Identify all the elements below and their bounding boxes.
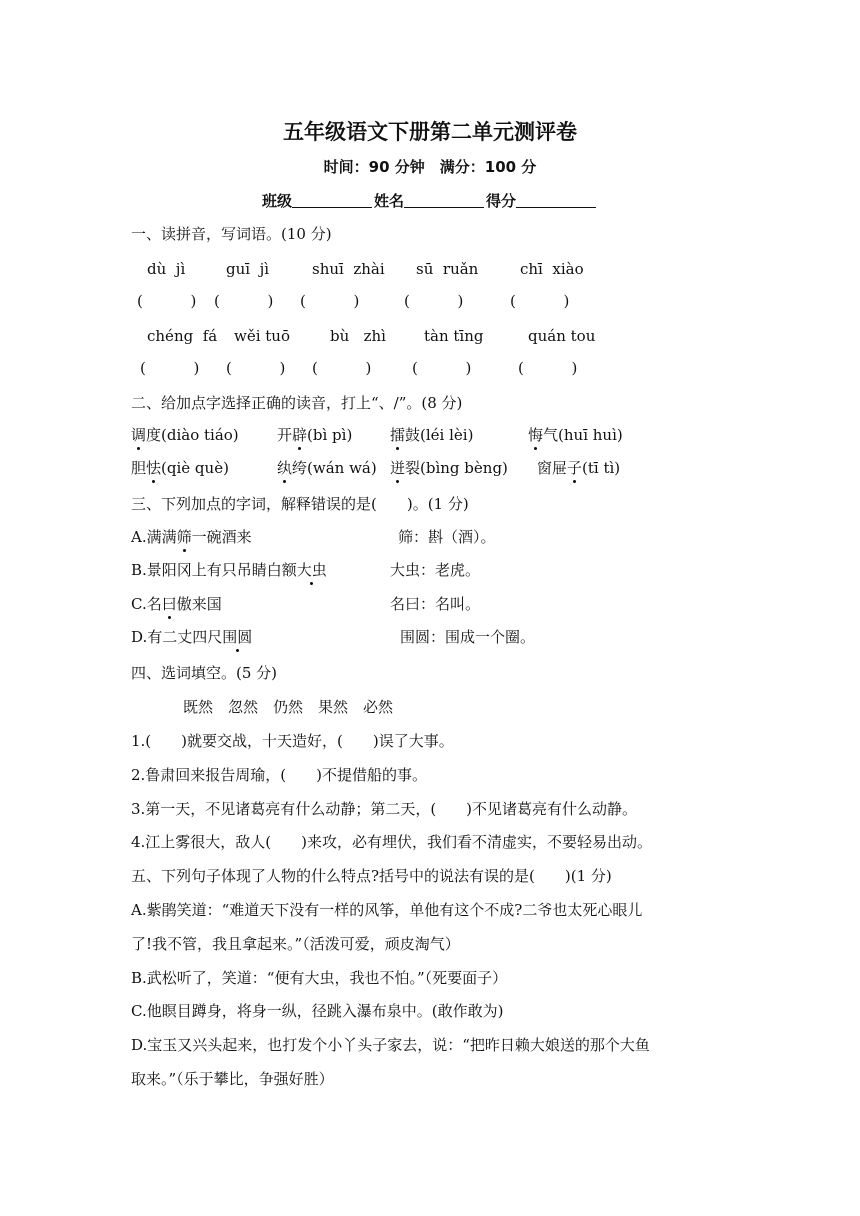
option-c-gloss: 名曰：名叫。 <box>390 595 481 613</box>
pinyin: chéng fá <box>147 327 218 345</box>
dotted-char: 擂 <box>390 426 406 444</box>
exam-title: 五年级语文下册第二单元测评卷 <box>283 120 577 144</box>
reading-item[interactable]: 悔气(huī huì) <box>528 426 623 444</box>
reading-item[interactable]: 调度(diào tiáo) <box>131 426 239 444</box>
fill-item[interactable]: 1.( )就要交战，十天造好，( )误了大事。 <box>131 732 454 750</box>
word-bank: 既然 忽然 仍然 果然 必然 <box>183 698 394 716</box>
section1-heading: 一、读拼音，写词语。(10 分) <box>131 225 332 243</box>
score-label: 得分 <box>486 192 517 210</box>
pinyin: guī jì <box>226 260 270 278</box>
answer-bracket[interactable]: ( ) <box>404 292 464 310</box>
option-a[interactable]: A.满满筛一碗酒来 <box>131 528 252 546</box>
option-d[interactable]: D.有二丈四尺围圆 <box>131 628 253 646</box>
option-b[interactable]: B.景阳冈上有只吊睛白额大虫 <box>131 561 327 579</box>
option-d-gloss: 围圆：围成一个圈。 <box>400 628 536 646</box>
pinyin: sū ruǎn <box>416 260 479 278</box>
answer-bracket[interactable]: ( ) <box>214 292 274 310</box>
pinyin: chī xiào <box>520 260 584 278</box>
answer-bracket[interactable]: ( ) <box>518 359 578 377</box>
reading-item[interactable]: 擂鼓(léi lèi) <box>390 426 474 444</box>
name-blank[interactable] <box>404 192 484 208</box>
class-label: 班级 <box>261 192 292 210</box>
pinyin: bù zhì <box>330 327 386 345</box>
dotted-char: 迸 <box>390 459 406 477</box>
option-line: 取来。”（乐于攀比，争强好胜） <box>131 1070 334 1088</box>
answer-bracket[interactable]: ( ) <box>412 359 472 377</box>
answer-bracket[interactable]: ( ) <box>300 292 360 310</box>
dotted-char: 调 <box>131 426 147 444</box>
section2-heading: 二、给加点字选择正确的读音，打上“、/”。(8 分) <box>131 394 463 412</box>
fill-item[interactable]: 3.第一天，不见诸葛亮有什么动静；第二天，( )不见诸葛亮有什么动静。 <box>131 800 638 818</box>
answer-bracket[interactable]: ( ) <box>312 359 372 377</box>
reading-item[interactable]: 迸裂(bìng bèng) <box>390 459 508 477</box>
dotted-char: 怯 <box>146 459 162 477</box>
dotted-char: 辟 <box>292 426 308 444</box>
reading-item[interactable]: 开辟(bì pì) <box>277 426 353 444</box>
class-blank[interactable] <box>292 192 372 208</box>
answer-bracket[interactable]: ( ) <box>226 359 286 377</box>
answer-bracket[interactable]: ( ) <box>510 292 570 310</box>
reading-item[interactable]: 胆怯(qiè què) <box>131 459 229 477</box>
dotted-char: 纨 <box>277 459 293 477</box>
option-line[interactable]: C.他瞑目蹲身，将身一纵，径跳入瀑布泉中。(敢作敢为) <box>131 1002 504 1020</box>
student-info-line <box>0 190 860 211</box>
option-b-gloss: 大虫：老虎。 <box>390 561 481 579</box>
pinyin: tàn tīng <box>424 327 484 345</box>
option-line[interactable]: D.宝玉又兴头起来，也打发个小丫头子家去，说：“把昨日赖大娘送的那个大鱼 <box>131 1036 650 1054</box>
section5-heading: 五、下列句子体现了人物的什么特点?括号中的说法有误的是( )(1 分) <box>131 867 612 885</box>
option-c[interactable]: C.名曰傲来国 <box>131 595 222 613</box>
dotted-char: 子 <box>567 459 583 477</box>
option-line: 了!我不管，我且拿起来。”（活泼可爱，顽皮淘气） <box>131 935 460 953</box>
section3-heading: 三、下列加点的字词，解释错误的是( )。(1 分) <box>131 495 469 513</box>
fill-item[interactable]: 2.鲁肃回来报告周瑜，( )不提借船的事。 <box>131 766 428 784</box>
option-line[interactable]: A.紫鹃笑道：“难道天下没有一样的风筝，单他有这个不成?二爷也太死心眼儿 <box>131 901 643 919</box>
score-blank[interactable] <box>516 192 596 208</box>
dotted-char: 悔 <box>528 426 544 444</box>
pinyin: quán tou <box>528 327 596 345</box>
option-a-gloss: 筛：斟（酒）。 <box>398 528 496 546</box>
option-line[interactable]: B.武松听了，笑道：“便有大虫，我也不怕。”（死要面子） <box>131 969 508 987</box>
fill-item[interactable]: 4.江上雾很大，敌人( )来攻，必有埋伏，我们看不清虚实，不要轻易出动。 <box>131 833 653 851</box>
answer-bracket[interactable]: ( ) <box>140 359 200 377</box>
reading-item[interactable]: 窗屉子(tī tì) <box>537 459 621 477</box>
answer-bracket[interactable]: ( ) <box>137 292 197 310</box>
reading-item[interactable]: 纨绔(wán wá) <box>277 459 377 477</box>
section4-heading: 四、选词填空。(5 分) <box>131 664 278 682</box>
time-score-line: 时间：90 分钟 满分：100 分 <box>323 158 537 176</box>
pinyin: shuī zhài <box>312 260 385 278</box>
name-label: 姓名 <box>373 192 404 210</box>
pinyin: wěi tuō <box>234 327 291 345</box>
pinyin: dù jì <box>147 260 186 278</box>
